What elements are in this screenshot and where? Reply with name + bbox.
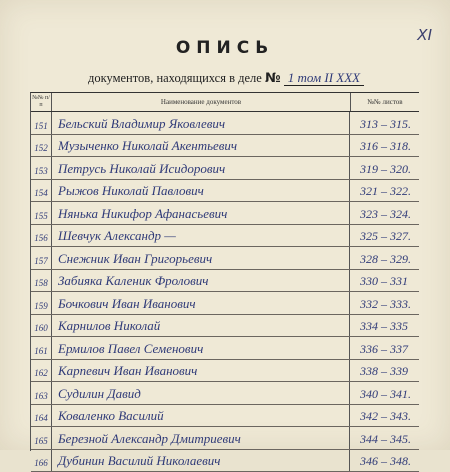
table-row <box>31 157 419 180</box>
header-num: №№ п/п <box>31 95 51 109</box>
row-num: 154 <box>31 188 51 201</box>
table-row <box>31 337 419 360</box>
table-row <box>31 270 419 293</box>
row-sheets: 334 – 335 <box>349 315 419 337</box>
table-row <box>31 247 419 270</box>
table-row <box>31 450 419 472</box>
table-row <box>31 180 419 203</box>
row-name: Ермилов Павел Семенович <box>51 337 349 359</box>
row-num: 164 <box>31 413 51 426</box>
row-name: Коваленко Василий <box>51 405 349 427</box>
row-name: Бельский Владимир Яковлевич <box>51 112 349 134</box>
subtitle-text: документов, находящихся в деле <box>88 71 262 85</box>
row-name: Бочкович Иван Иванович <box>51 292 349 314</box>
table-row <box>31 382 419 405</box>
table-row <box>31 202 419 225</box>
table-row <box>31 292 419 315</box>
table-row <box>31 405 419 428</box>
row-num: 152 <box>31 143 51 156</box>
table-row <box>31 427 419 450</box>
page-title: ОПИСЬ <box>0 38 450 58</box>
row-name: Рыжов Николай Павлович <box>51 180 349 202</box>
row-sheets: 316 – 318. <box>349 135 419 157</box>
table-row <box>31 225 419 248</box>
row-sheets: 313 – 315. <box>349 112 419 134</box>
row-num: 163 <box>31 391 51 404</box>
row-num: 161 <box>31 346 51 359</box>
table-body <box>31 112 419 472</box>
row-name: Дубинин Василий Николаевич <box>51 450 349 472</box>
row-num: 158 <box>31 278 51 291</box>
row-name: Березной Александр Дмитриевич <box>51 427 349 449</box>
row-num: 166 <box>31 458 51 471</box>
table-row <box>31 135 419 158</box>
row-name: Судилин Давид <box>51 382 349 404</box>
row-sheets: 336 – 337 <box>349 337 419 359</box>
row-sheets: 325 – 327. <box>349 225 419 247</box>
row-num: 151 <box>31 121 51 134</box>
row-name: Музыченко Николай Акентьевич <box>51 135 349 157</box>
header-name: Наименование документов <box>51 93 350 111</box>
row-sheets: 342 – 343. <box>349 405 419 427</box>
row-sheets: 340 – 341. <box>349 382 419 404</box>
subtitle-num-sign: № <box>265 71 281 86</box>
row-name: Нянька Никифор Афанасьевич <box>51 202 349 224</box>
row-num: 156 <box>31 233 51 246</box>
row-num: 165 <box>31 436 51 449</box>
table-row <box>31 112 419 135</box>
row-num: 153 <box>31 166 51 179</box>
row-sheets: 328 – 329. <box>349 247 419 269</box>
row-sheets: 330 – 331 <box>349 270 419 292</box>
row-sheets: 346 – 348. <box>349 450 419 472</box>
row-name: Забияка Каленик Фролович <box>51 270 349 292</box>
corner-mark: XI <box>417 26 432 44</box>
table-row <box>31 315 419 338</box>
header-sheets: №№ листов <box>350 93 419 111</box>
row-name: Шевчук Александр — <box>51 225 349 247</box>
row-sheets: 332 – 333. <box>349 292 419 314</box>
row-num: 157 <box>31 256 51 269</box>
table-header <box>31 93 419 112</box>
row-sheets: 321 – 322. <box>349 180 419 202</box>
row-name: Карнилов Николай <box>51 315 349 337</box>
row-sheets: 338 – 339 <box>349 360 419 382</box>
row-name: Карпевич Иван Иванович <box>51 360 349 382</box>
inventory-table <box>30 92 419 451</box>
row-sheets: 344 – 345. <box>349 427 419 449</box>
row-name: Петрусь Николай Исидорович <box>51 157 349 179</box>
row-num: 162 <box>31 368 51 381</box>
row-name: Снежник Иван Григорьевич <box>51 247 349 269</box>
row-num: 159 <box>31 301 51 314</box>
subtitle <box>88 70 364 86</box>
row-num: 155 <box>31 211 51 224</box>
row-sheets: 319 – 320. <box>349 157 419 179</box>
row-sheets: 323 – 324. <box>349 202 419 224</box>
row-num: 160 <box>31 323 51 336</box>
case-number: 1 том II XXX <box>284 70 364 86</box>
table-row <box>31 360 419 383</box>
